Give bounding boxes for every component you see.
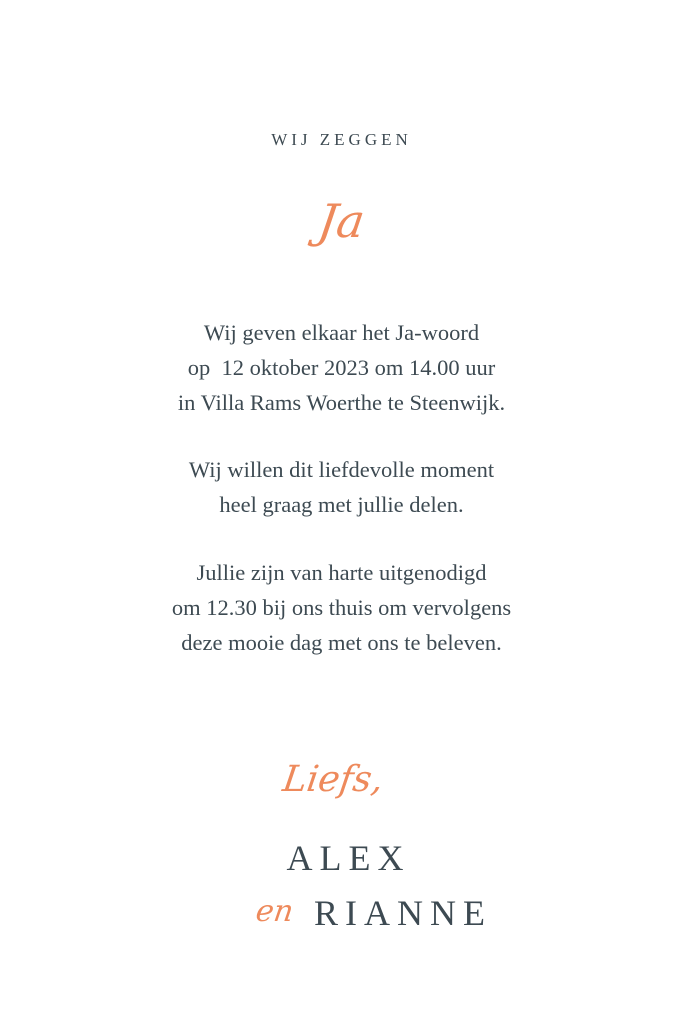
name-rianne: RIANNE xyxy=(314,893,492,933)
paragraph-line: Wij willen dit liefdevolle moment xyxy=(188,457,495,482)
paragraph-line: Wij geven elkaar het Ja-woord xyxy=(203,320,480,345)
name-alex: ALEX xyxy=(286,838,411,878)
closing-liefs: Liefs, xyxy=(280,759,386,800)
paragraph-ceremony xyxy=(0,315,683,420)
paragraph-line: in Villa Rams Woerthe te Steenwijk. xyxy=(177,390,506,415)
paragraph-line: deze mooie dag met ons te beleven. xyxy=(181,630,502,655)
paragraph-line: Jullie zijn van harte uitgenodigd xyxy=(196,560,487,585)
paragraph-line: om 12.30 bij ons thuis om vervolgens xyxy=(171,595,512,620)
kicker-text: WIJ ZEGGEN xyxy=(271,130,412,149)
paragraph-invite xyxy=(0,555,683,660)
paragraph-share xyxy=(0,452,683,522)
paragraph-line: op 12 oktober 2023 om 14.00 uur xyxy=(187,355,496,380)
script-ja: Ja xyxy=(314,194,369,248)
conjunction-en: en xyxy=(253,894,296,929)
paragraph-line: heel graag met jullie delen. xyxy=(219,492,464,517)
